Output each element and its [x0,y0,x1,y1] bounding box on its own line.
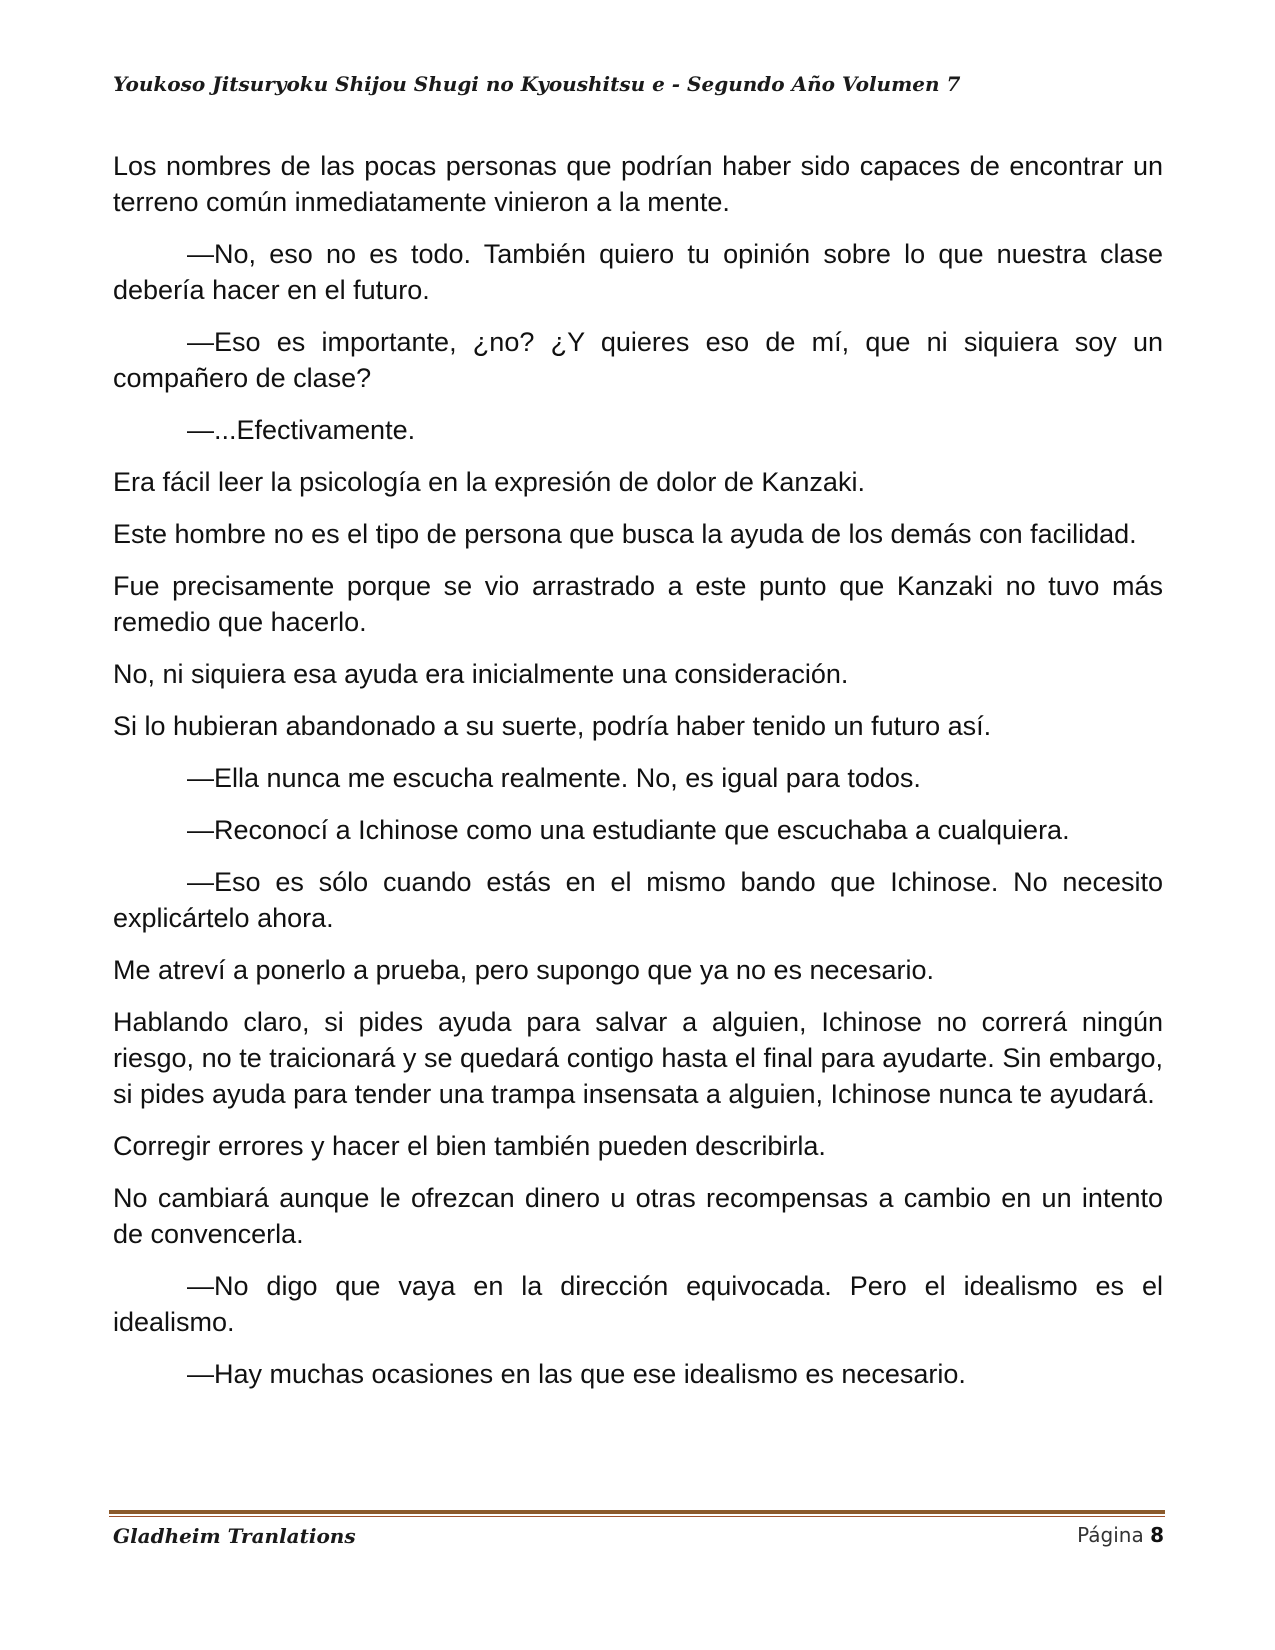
paragraph-16: No cambiará aunque le ofrezcan dinero u otras recompensas a cambio en un intento de convencerla. [113,1183,1163,1249]
paragraph-3: —Eso es importante, ¿no? ¿Y quieres eso de mí, que ni siquiera soy un compañero de clase? [113,327,1163,393]
paragraph-8: No, ni siquiera esa ayuda era inicialmente una consideración. [113,659,849,689]
paragraph-10: —Ella nunca me escucha realmente. No, es igual para todos. [187,763,921,793]
footer-divider-thick [109,1510,1165,1514]
footer-page-label: Página [1077,1523,1144,1547]
footer-page-number: 8 [1150,1523,1164,1547]
paragraph-11: —Reconocí a Ichinose como una estudiante que escuchaba a cualquiera. [187,815,1070,845]
paragraph-2: —No, eso no es todo. También quiero tu opinión sobre lo que nuestra clase debería hacer en el futuro. [113,239,1163,305]
footer-credit: Gladheim Tranlations [113,1524,356,1548]
paragraph-13: Me atreví a ponerlo a prueba, pero supongo que ya no es necesario. [113,955,935,985]
paragraph-7: Fue precisamente porque se vio arrastrado a este punto que Kanzaki no tuvo más remedio que hacerlo. [113,571,1163,637]
paragraph-12: —Eso es sólo cuando estás en el mismo bando que Ichinose. No necesito explicártelo ahora. [113,867,1163,933]
paragraph-6: Este hombre no es el tipo de persona que busca la ayuda de los demás con facilidad. [113,519,1137,549]
paragraph-15: Corregir errores y hacer el bien también pueden describirla. [113,1131,826,1161]
paragraph-18: —Hay muchas ocasiones en las que ese idealismo es necesario. [187,1359,966,1389]
paragraph-4: —...Efectivamente. [187,415,416,445]
paragraph-1: Los nombres de las pocas personas que podrían haber sido capaces de encontrar un terreno común inmediatamente vinieron a la mente. [113,151,1163,217]
paragraph-14: Hablando claro, si pides ayuda para salvar a alguien, Ichinose no correrá ningún riesgo, no te traicionará y se quedará contigo hasta el final para ayudarte. Sin embargo, si pides ayuda para tender una trampa insensata a alguien, Ichinose nunca te ayudará. [113,1007,1163,1109]
paragraph-9: Si lo hubieran abandonado a su suerte, podría haber tenido un futuro así. [113,711,992,741]
footer-divider-thin [109,1516,1165,1517]
paragraph-17: —No digo que vaya en la dirección equivocada. Pero el idealismo es el idealismo. [113,1271,1163,1337]
footer-page-indicator [1077,1523,1164,1547]
page-header-title: Youkoso Jitsuryoku Shijou Shugi no Kyoushitsu e - Segundo Año Volumen 7 [113,72,961,96]
footer-divider [109,1510,1165,1517]
body-text [113,148,1163,1408]
paragraph-5: Era fácil leer la psicología en la expresión de dolor de Kanzaki. [113,467,865,497]
